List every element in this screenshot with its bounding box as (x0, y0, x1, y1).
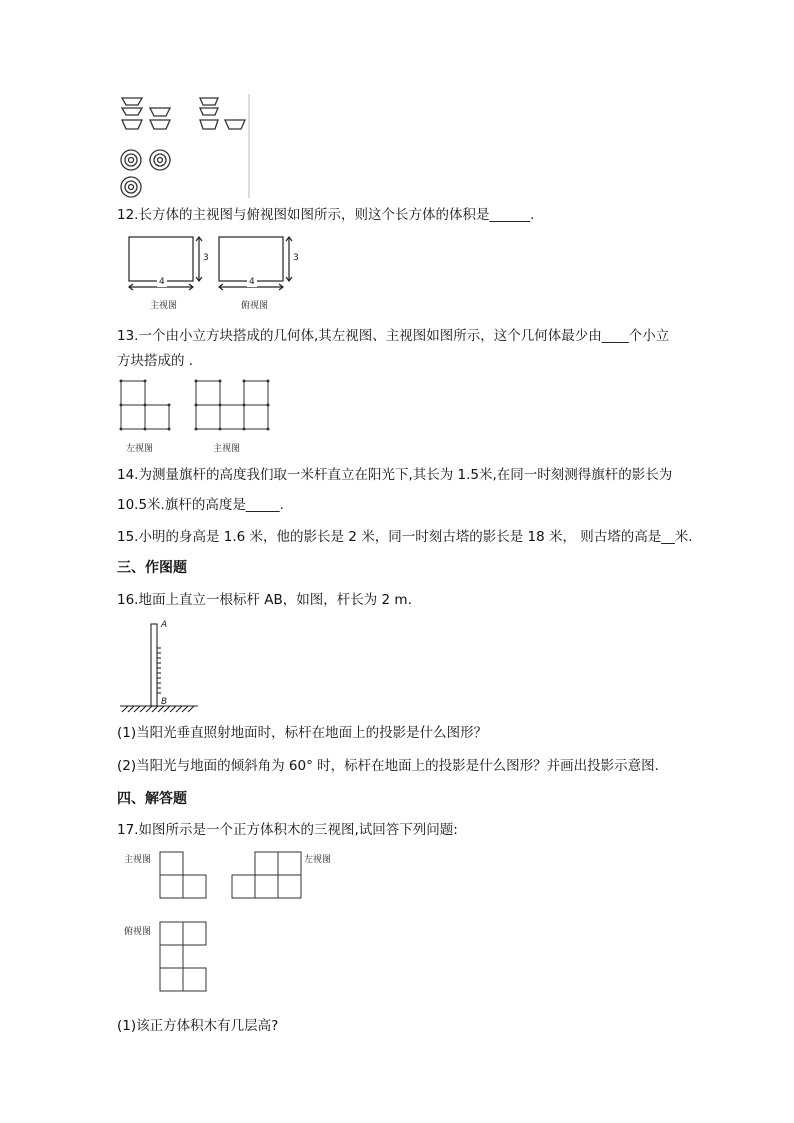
q17-top-view (158, 920, 210, 996)
q12-front-caption: 主视图 (150, 301, 178, 311)
q17-sub1: (1)该正方体积木有几层高? (117, 1018, 279, 1034)
q15-text: 15.小明的身高是 1.6 米，他的影长是 2 米，同一时刻古塔的影长是 18 米， 则古塔的高是__米. (117, 529, 693, 545)
q16-pole-figure (118, 618, 218, 718)
q14-line2: 10.5米.旗杆的高度是_____. (117, 497, 284, 513)
q17-front-view (158, 850, 210, 902)
q12-top-view (215, 233, 307, 293)
q12-top-height: 3 (293, 253, 299, 263)
q12-top-caption: 俯视图 (241, 301, 269, 311)
q12-top-width: 4 (249, 277, 255, 287)
q13-left-caption: 左视图 (126, 444, 154, 454)
q12-text: 12.长方体的主视图与俯视图如图所示，则这个长方体的体积是______. (117, 207, 535, 223)
q13-left-view (118, 378, 174, 434)
q12-front-width: 4 (159, 277, 165, 287)
q16-label-b: B (161, 697, 168, 707)
q16-text: 16.地面上直立一根标杆 AB，如图，杆长为 2 m. (117, 592, 412, 608)
q17-left-caption: 左视图 (304, 855, 332, 865)
q13-line1: 13.一个由小立方块搭成的几何体,其左视图、主视图如图所示，这个几何体最少由____个小立 (117, 328, 670, 344)
q13-front-caption: 主视图 (213, 444, 241, 454)
q16-sub1: (1)当阳光垂直照射地面时，标杆在地面上的投影是什么图形？ (117, 725, 488, 741)
q17-text: 17.如图所示是一个正方体积木的三视图,试回答下列问题: (117, 822, 458, 838)
q16-label-a: A (161, 620, 168, 630)
q13-line2: 方块搭成的 . (117, 353, 194, 369)
q13-front-view (193, 378, 273, 434)
q14-line1: 14.为测量旗杆的高度我们取一米杆直立在阳光下,其长为 1.5米,在同一时刻测得旗杆的影长为 (117, 467, 673, 483)
q17-front-caption: 主视图 (124, 855, 152, 865)
q17-top-caption: 俯视图 (124, 927, 152, 937)
bowls-figure (118, 94, 258, 204)
section-3-title: 三、作图题 (117, 560, 187, 576)
q12-front-height: 3 (203, 253, 209, 263)
q16-sub2: (2)当阳光与地面的倾斜角为 60° 时，标杆在地面上的投影是什么图形？并画出投影示意图. (117, 758, 659, 774)
q17-left-view (230, 850, 304, 902)
section-4-title: 四、解答题 (117, 791, 187, 807)
q12-front-view (125, 233, 217, 293)
